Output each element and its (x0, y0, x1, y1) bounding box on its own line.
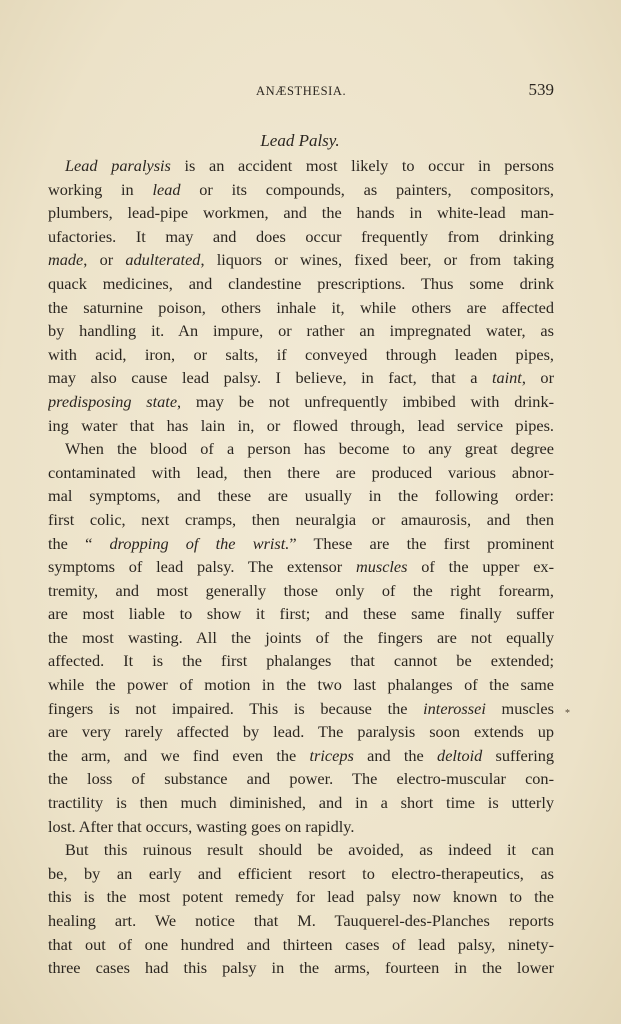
text-line (48, 649, 554, 673)
text-line (48, 673, 554, 697)
italic-text: dropping of the wrist. (109, 533, 290, 553)
text-line (48, 791, 554, 815)
text-run: healing art. We notice that M. Tauquerel-des-Planches reports (48, 911, 554, 930)
text-run: this is the most potent remedy for lead palsy now known to the (48, 887, 554, 907)
text-line (48, 437, 554, 461)
text-run: that out of one hundred and thirteen cases of lead palsy, ninety- (48, 934, 554, 954)
text-run: by handling it. An impure, or rather an impregnated water, as (48, 321, 554, 341)
text-run: while the power of motion in the two last phalanges of the same (48, 675, 554, 695)
text-run: the most wasting. All the joints of the fingers are not equally (48, 627, 554, 647)
text-line (48, 767, 554, 791)
text-run: When the blood of a person has become to any great degree (65, 439, 554, 459)
section-title: Lead Palsy. (260, 131, 340, 150)
text-run: are very rarely affected by lead. The paralysis soon extends up (48, 722, 554, 742)
text-run: three cases had this palsy in the arms, fourteen in the lower (48, 958, 554, 978)
text-line (48, 626, 554, 650)
italic-text: lead (152, 179, 181, 199)
italic-text: predisposing state (48, 391, 178, 411)
text-line (48, 414, 554, 438)
text-run: , or (521, 368, 554, 388)
italic-text: taint (491, 368, 522, 388)
text-run: may also cause lead palsy. I believe, in fact, that a (48, 368, 492, 388)
text-line (48, 697, 554, 721)
text-run: fingers is not impaired. This is because the (48, 698, 424, 718)
text-run: and the (353, 745, 438, 765)
text-run: tractility is then much diminished, and in a short time is utterly (48, 793, 554, 813)
margin-mark: * (565, 708, 570, 719)
text-run: lost. After that occurs, wasting goes on rapidly. (48, 816, 355, 836)
text-run: plumbers, lead-pipe workmen, and the hands in white-lead man- (48, 203, 554, 223)
text-line (48, 508, 554, 532)
text-run: ” These are the first prominent (289, 533, 554, 553)
text-run: But this ruinous result should be avoided, as indeed it can (65, 840, 554, 860)
text-run: , or (83, 250, 126, 270)
text-line (48, 838, 554, 862)
text-run: the saturnine poison, others inhale it, while others are affected (48, 297, 554, 317)
text-line (48, 225, 554, 249)
text-run: mal symptoms, and these are usually in the following order: (48, 486, 554, 506)
text-run: is an accident most likely to occur in persons (170, 156, 554, 175)
text-line (48, 248, 554, 272)
text-run: are most liable to show it first; and these same finally suffer (48, 604, 554, 624)
text-run: or its compounds, as painters, compositors, (180, 179, 554, 199)
text-run: of the upper ex- (407, 557, 554, 577)
text-line (48, 579, 554, 603)
italic-text: made (48, 250, 84, 270)
page-number: 539 (528, 80, 554, 99)
text-run: affected. It is the first phalanges that cannot be extended; (48, 651, 554, 671)
italic-text: triceps (309, 745, 354, 765)
text-run: muscles (485, 698, 554, 718)
text-run: quack medicines, and clandestine prescriptions. Thus some drink (48, 273, 554, 293)
italic-text: muscles (355, 557, 408, 577)
text-run: the loss of substance and power. The electro-muscular con- (48, 769, 554, 789)
text-line (48, 933, 554, 957)
text-line (48, 744, 554, 768)
italic-text: adulterated (125, 250, 201, 270)
page-header (48, 80, 554, 104)
text-line (48, 272, 554, 296)
text-line (48, 154, 554, 178)
text-line (48, 461, 554, 485)
text-run: first colic, next cramps, then neuralgia or amaurosis, and then (48, 509, 554, 529)
text-run: suffering (482, 745, 554, 765)
text-run: the arm, and we find even the (48, 745, 310, 765)
italic-text: interossei (423, 698, 486, 718)
text-line (48, 296, 554, 320)
text-line (48, 555, 554, 579)
text-line (48, 956, 554, 980)
text-run: ufactories. It may and does occur frequently from drinking (48, 226, 554, 246)
text-run: symptoms of lead palsy. The extensor (48, 557, 356, 577)
text-run: ing water that has lain in, or flowed through, lead service pipes. (48, 415, 554, 435)
text-run: contaminated with lead, then there are produced various abnor- (48, 462, 554, 482)
body-text (48, 154, 554, 980)
text-run: the “ (48, 533, 110, 553)
text-line (48, 484, 554, 508)
text-line (48, 343, 554, 367)
running-head: ANÆSTHESIA. (256, 84, 347, 98)
text-line (48, 201, 554, 225)
text-run: tremity, and most generally those only of the right forearm, (48, 580, 554, 600)
italic-text: deltoid (437, 745, 483, 765)
text-line (48, 390, 554, 414)
text-line (48, 815, 554, 839)
text-line (48, 720, 554, 744)
text-line (48, 178, 554, 202)
text-line (48, 909, 554, 933)
text-run: , liquors or wines, fixed beer, or from taking (200, 250, 554, 270)
text-line (48, 602, 554, 626)
text-line (48, 319, 554, 343)
text-line (48, 885, 554, 909)
italic-text: Lead paralysis (65, 156, 171, 175)
text-run: working in (48, 179, 153, 199)
text-run: with acid, iron, or salts, if conveyed through leaden pipes, (48, 344, 554, 364)
text-line (48, 862, 554, 886)
text-run: be, by an early and efficient resort to electro-therapeutics, as (48, 863, 554, 883)
text-line (48, 366, 554, 390)
text-line (48, 532, 554, 556)
text-run: , may be not unfrequently imbibed with drink- (177, 391, 554, 411)
